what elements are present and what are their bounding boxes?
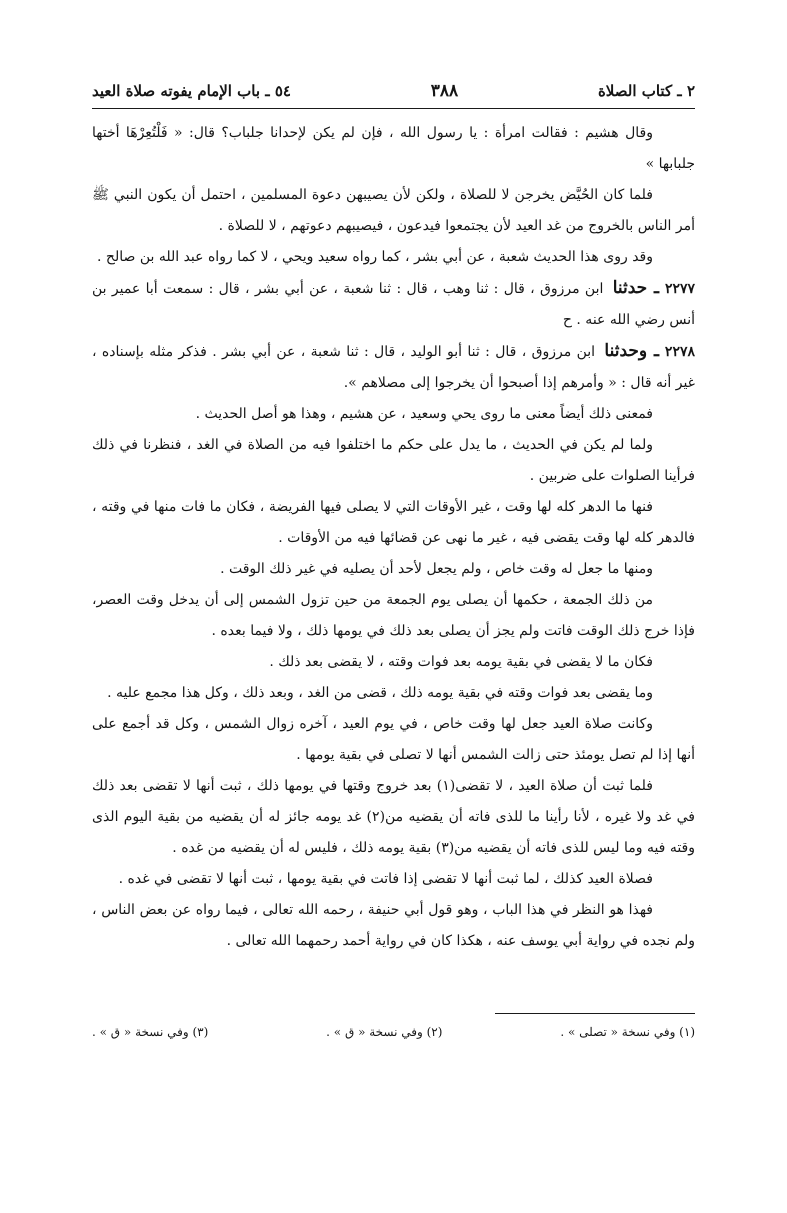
paragraph: فلما ثبت أن صلاة العيد ، لا تقضى(١) بعد خروج وقتها في يومها ذلك ، ثبت أنها لا تقضى بعد ذلك في غد ولا غيره ، لأنا رأينا ما للذى فاته أن يقضيه من(٢) غد يومه جائز له أن يقضيه من بقية اليوم الذى وقته فيه وما ليس للذى فاته أن يقضيه من(٣) بقية يومه ذلك ، فليس له أن يقضيه من غده . (92, 778, 695, 856)
hadith-number: ٢٢٧٨ (664, 344, 695, 360)
paragraph: من ذلك الجمعة ، حكمها أن يصلى يوم الجمعة من حين تزول الشمس إلى أن يدخل وقت العصر، فإذا خرج ذلك الوقت فاتت ولم يجز أن يصلى بعد ذلك في يومها ذلك ، ولا فيما بعده . (92, 592, 695, 639)
hadith-number: ٢٢٧٧ (664, 281, 696, 297)
hadith-verb: ـ حدثنا (612, 278, 659, 298)
hadith-text: ابن مرزوق ، قال : ثنا أبو الوليد ، قال : ثنا شعبة ، عن أبي بشر . فذكر مثله بإسناده ، غير أنه قال : « وأمرهم إذا أصبحوا أن يخرجوا إلى مصلاهم ». (92, 344, 695, 391)
hadith-verb: ـ وحدثنا (604, 341, 659, 361)
paragraph: فهذا هو النظر في هذا الباب ، وهو قول أبي حنيفة ، رحمه الله تعالى ، فيما رواه عن بعض الناس ، ولم نجده في رواية أبي يوسف عنه ، هكذا كان في رواية أحمد رحمهما الله تعالى . (92, 902, 695, 949)
header-divider (92, 108, 695, 109)
main-text (92, 118, 695, 957)
paragraph: فمعنى ذلك أيضاً معنى ما روى يحي وسعيد ، عن هشيم ، وهذا هو أصل الحديث . (195, 406, 653, 422)
hadith-paragraph (92, 336, 695, 399)
running-header (92, 76, 695, 106)
paragraph: وما يقضى بعد فوات وقته في بقية يومه ذلك ، قضى من الغد ، وبعد ذلك ، وكل هذا مجمع عليه . (107, 685, 653, 701)
footnote: (٣) وفي نسخة « ق » . (92, 1025, 209, 1039)
paragraph: فنها ما الدهر كله لها وقت ، غير الأوقات التي لا يصلى فيها الفريضة ، فكان ما فات منها في وقته ، فالدهر كله لها وقت يقضى فيه ، غير ما نهى عن قضائها فيه من الأوقات . (92, 499, 695, 546)
paragraph: وقد روى هذا الحديث شعبة ، عن أبي بشر ، كما رواه سعيد ويحي ، لا كما رواه عبد الله بن صالح . (97, 249, 653, 265)
footnotes (92, 1020, 695, 1044)
hadith-text: ابن مرزوق ، قال : ثنا وهب ، قال : ثنا شعبة ، عن أبي بشر ، قال : سمعت أبا عمير بن أنس رضي الله عنه . ح (92, 281, 695, 328)
paragraph: ومنها ما جعل له وقت خاص ، ولم يجعل لأحد أن يصليه في غير ذلك الوقت . (220, 561, 653, 577)
header-chapter-title: ٥٤ ـ باب الإمام يفوته صلاة العيد (92, 82, 291, 100)
page-number: ٣٨٨ (430, 81, 459, 101)
paragraph: ولما لم يكن في الحديث ، ما يدل على حكم ما اختلفوا فيه من الصلاة في الغد ، فنظرنا في ذلك فرأينا الصلوات على ضربين . (92, 437, 695, 484)
header-book-title: ٢ ـ كتاب الصلاة (597, 82, 695, 100)
paragraph: فكان ما لا يقضى في بقية يومه بعد فوات وقته ، لا يقضى بعد ذلك . (269, 654, 653, 670)
footnote: (٢) وفي نسخة « ق » . (326, 1025, 443, 1039)
paragraph: وكانت صلاة العيد جعل لها وقت خاص ، في يوم العيد ، آخره زوال الشمس ، وكل قد أجمع على أنها إذا لم تصل يومئذ حتى زالت الشمس أنها لا تصلى في بقية يومها . (92, 716, 695, 763)
paragraph: فصلاة العيد كذلك ، لما ثبت أنها لا تقضى إذا فاتت في بقية يومها ، ثبت أنها لا تقضى في غده . (118, 871, 653, 887)
footnote-divider (495, 1013, 695, 1014)
paragraph: وقال هشيم : فقالت امرأة : يا رسول الله ، فإن لم يكن لإحدانا جلباب؟ قال: « فَلْتُعِرْهَا أختها جلبابها » (92, 125, 695, 172)
paragraph: فلما كان الحُيَّض يخرجن لا للصلاة ، ولكن لأن يصيبهن دعوة المسلمين ، احتمل أن يكون النبي ﷺ أمر الناس بالخروج من غد العيد لأن يجتمعوا فيدعون ، فيصيبهم دعوتهم ، لا للصلاة . (92, 187, 695, 234)
hadith-paragraph (92, 273, 695, 336)
footnote: (١) وفي نسخة « تصلى » . (560, 1025, 695, 1039)
